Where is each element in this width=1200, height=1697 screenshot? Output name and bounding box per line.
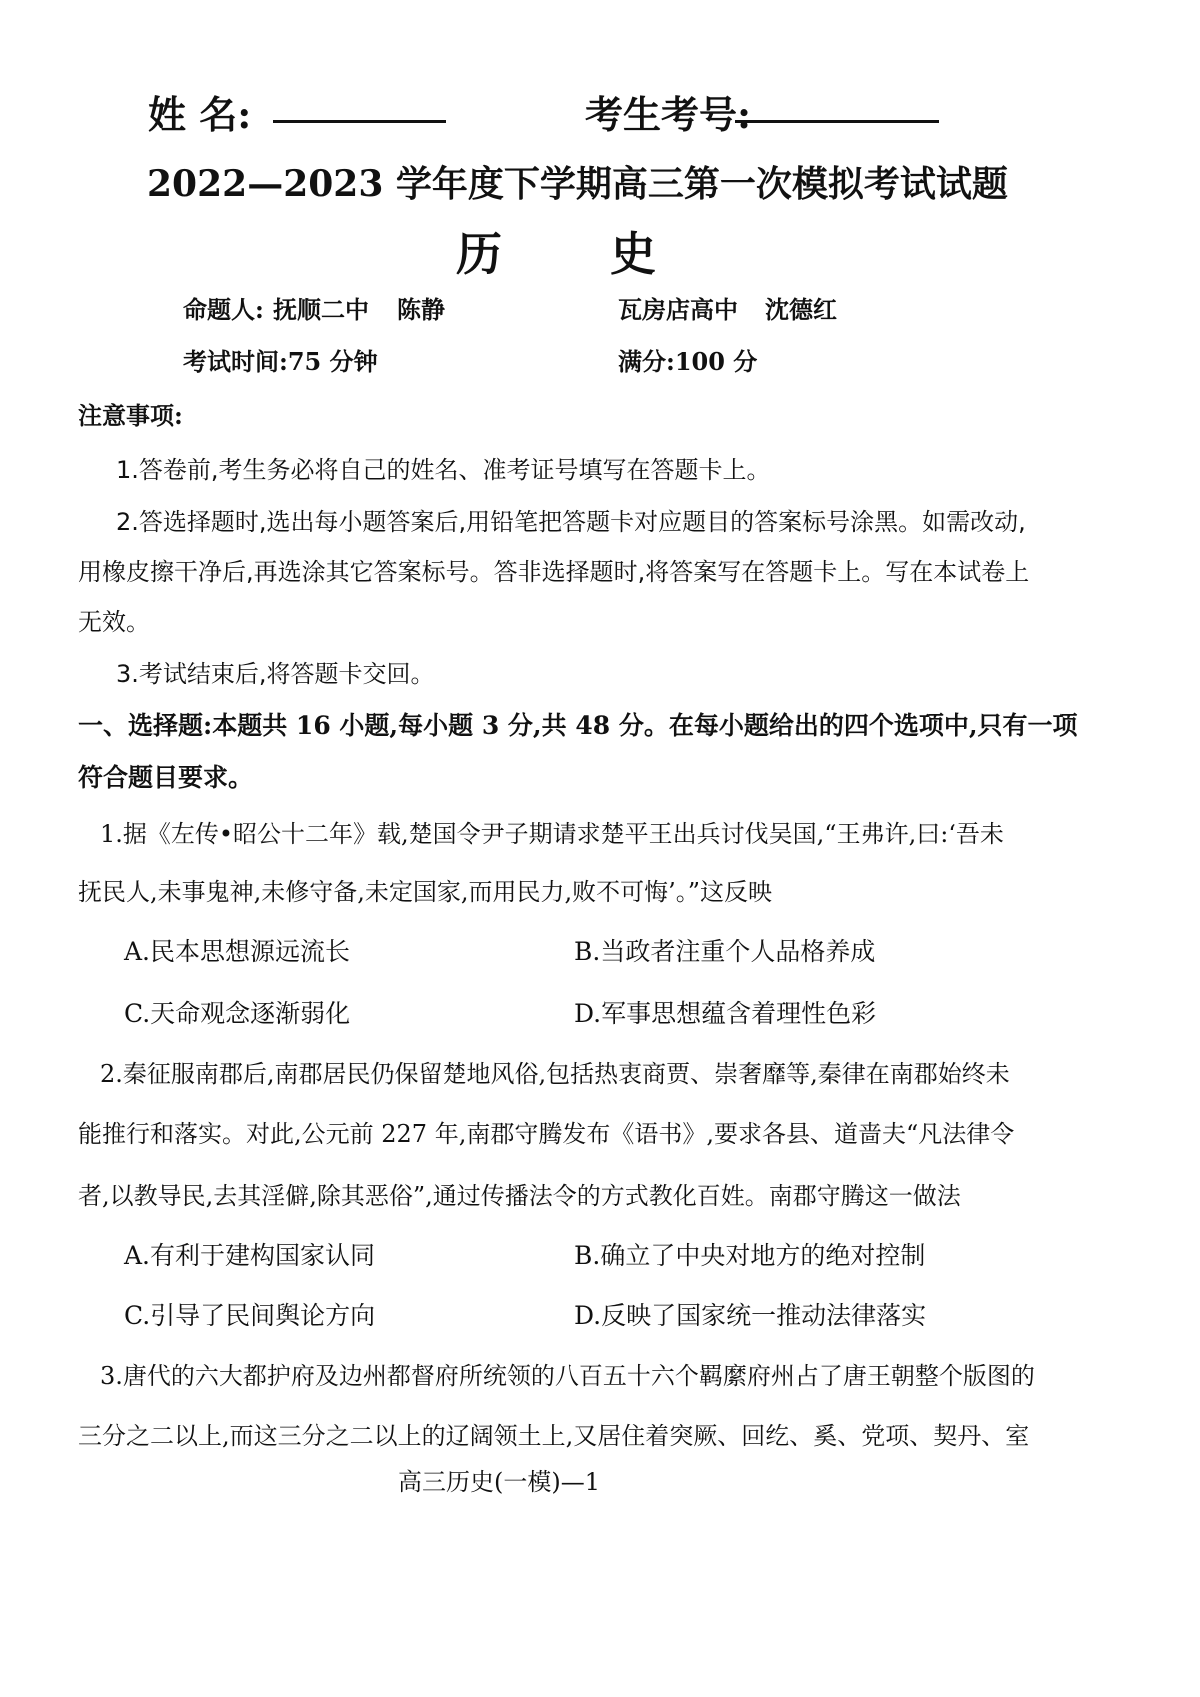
note-item-3: 3.考试结束后,将答题卡交回。 (116, 660, 435, 688)
question-2-line-1: 2.秦征服南郡后,南郡居民仍保留楚地风俗,包括热衷商贾、崇奢靡等,秦律在南郡始终未 (100, 1060, 1010, 1088)
question-3-line-1: 3.唐代的六大都护府及边州都督府所统领的八百五十六个羁縻府州占了唐王朝整个版图的 (100, 1362, 1035, 1390)
question-2-option-b: B.确立了中央对地方的绝对控制 (574, 1241, 926, 1270)
name-blank[interactable] (273, 120, 446, 123)
question-1-line-1: 1.据《左传•昭公十二年》载,楚国令尹子期请求楚平王出兵讨伐吴国,“王弗许,曰:‘吾未 (100, 820, 1004, 848)
section-1-instructions-line-2: 符合题目要求。 (78, 763, 254, 792)
question-1-option-a: A.民本思想源远流长 (124, 937, 351, 966)
full-score: 满分:100 分 (618, 347, 758, 376)
author-name-2: 沈德红 (765, 295, 837, 324)
notes-heading: 注意事项: (78, 401, 183, 430)
question-1-option-c: C.天命观念逐渐弱化 (124, 999, 351, 1028)
note-item-2-line-2: 用橡皮擦干净后,再选涂其它答案标号。答非选择题时,将答案写在答题卡上。写在本试卷上 (78, 558, 1030, 586)
author-school-1: 抚顺二中 (273, 295, 369, 324)
exam-time: 考试时间:75 分钟 (183, 347, 378, 376)
author-school-2: 瓦房店高中 (618, 295, 738, 324)
exam-title: 2022—2023 学年度下学期高三第一次模拟考试试题 (147, 163, 1008, 205)
author-name-1: 陈静 (397, 295, 445, 324)
page-footer: 高三历史(一模)—1 (398, 1468, 600, 1496)
question-2-line-2: 能推行和落实。对此,公元前 227 年,南郡守腾发布《语书》,要求各县、道啬夫“凡法律令 (78, 1120, 1015, 1148)
note-item-1: 1.答卷前,考生务必将自己的姓名、准考证号填写在答题卡上。 (116, 456, 771, 484)
question-2-option-d: D.反映了国家统一推动法律落实 (574, 1301, 927, 1330)
note-item-2-line-3: 无效。 (78, 608, 150, 636)
student-id-label: 考生考号: (585, 92, 752, 137)
student-id-blank[interactable] (735, 120, 939, 123)
question-1-option-b: B.当政者注重个人品格养成 (574, 937, 876, 966)
question-2-line-3: 者,以教导民,去其淫僻,除其恶俗”,通过传播法令的方式教化百姓。南郡守腾这一做法 (78, 1182, 961, 1210)
question-1-option-d: D.军事思想蕴含着理性色彩 (574, 999, 877, 1028)
note-item-2-line-1: 2.答选择题时,选出每小题答案后,用铅笔把答题卡对应题目的答案标号涂黑。如需改动, (116, 508, 1026, 536)
question-1-line-2: 抚民人,未事鬼神,未修守备,未定国家,而用民力,败不可悔’。”这反映 (78, 878, 773, 906)
name-label: 姓 名: (148, 92, 252, 137)
section-1-instructions-line-1: 一、选择题:本题共 16 小题,每小题 3 分,共 48 分。在每小题给出的四个选项中,只有一项 (78, 711, 1078, 740)
author-label: 命题人: (183, 295, 264, 324)
question-2-option-c: C.引导了民间舆论方向 (124, 1301, 376, 1330)
question-2-option-a: A.有利于建构国家认同 (124, 1241, 376, 1270)
subject-title: 历史 (456, 227, 764, 281)
question-3-line-2: 三分之二以上,而这三分之二以上的辽阔领土上,又居住着突厥、回纥、奚、党项、契丹、室 (78, 1422, 1030, 1450)
